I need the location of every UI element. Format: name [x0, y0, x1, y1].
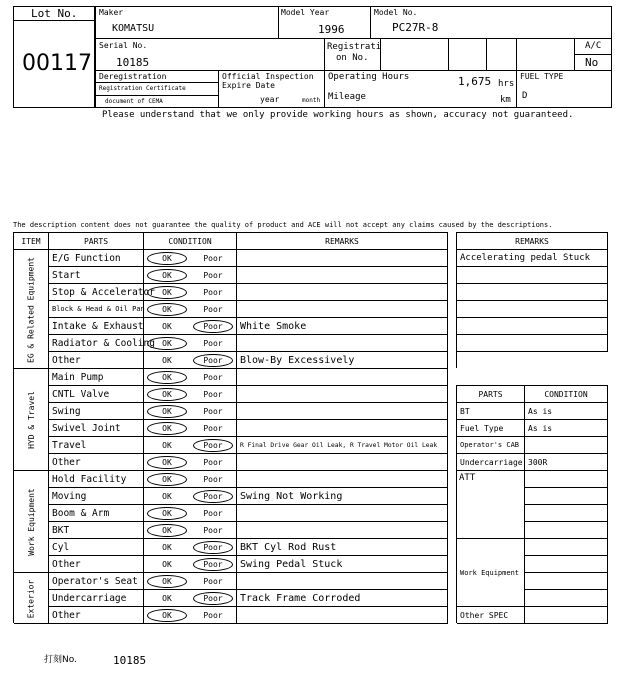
poor-label: Poor: [203, 304, 223, 314]
ok-label: OK: [162, 508, 172, 518]
side-col-condition: CONDITION: [525, 386, 608, 403]
part-name: Hold Facility: [49, 471, 144, 488]
side-part-other-spec: Other SPEC: [457, 607, 525, 624]
poor-label: Poor: [203, 525, 223, 535]
remark: [237, 420, 448, 437]
condition-ok: [144, 301, 190, 318]
col-header-parts: PARTS: [49, 233, 144, 250]
month-label: month: [302, 97, 321, 104]
side-part-operator-cab: Operator's CAB: [457, 437, 525, 454]
att-cell: [525, 471, 608, 488]
registration-label-1: Registrati: [327, 42, 382, 52]
condition-ok: [144, 590, 190, 607]
ok-label: OK: [162, 389, 172, 399]
part-name: CNTL Valve: [49, 386, 144, 403]
condition-poor: [190, 437, 237, 454]
condition-ok: [144, 573, 190, 590]
remark: Track Frame Corroded: [237, 590, 448, 607]
side-remarks-header: REMARKS: [457, 233, 608, 250]
hrs-unit: hrs: [498, 79, 515, 89]
condition-poor: [190, 539, 237, 556]
part-name: E/G Function: [49, 250, 144, 267]
condition-poor: [190, 284, 237, 301]
remark: [237, 301, 448, 318]
ok-label: OK: [162, 457, 172, 467]
poor-label: Poor: [203, 253, 223, 263]
part-name: Moving: [49, 488, 144, 505]
poor-label: Poor: [203, 508, 223, 518]
col-header-remarks: REMARKS: [237, 233, 448, 250]
remark: [237, 505, 448, 522]
side-part-fuel-type: Fuel Type: [457, 420, 525, 437]
part-name: Swivel Joint: [49, 420, 144, 437]
condition-poor: [190, 471, 237, 488]
remark: [237, 573, 448, 590]
poor-label: Poor: [203, 338, 223, 348]
ac-value: No: [585, 56, 599, 69]
remark: Blow-By Excessively: [237, 352, 448, 369]
remark: Swing Not Working: [237, 488, 448, 505]
part-name: Intake & Exhaust: [49, 318, 144, 335]
remark: Swing Pedal Stuck: [237, 556, 448, 573]
side-part-undercarriage: Undercarriage: [457, 454, 525, 471]
att-cell: [525, 505, 608, 522]
side-parts-table: [456, 385, 608, 623]
ok-label: OK: [162, 338, 172, 348]
col-header-item: ITEM: [14, 233, 49, 250]
remark: [237, 267, 448, 284]
condition-ok: [144, 250, 190, 267]
condition-poor: [190, 386, 237, 403]
condition-poor: [190, 488, 237, 505]
remark: [237, 403, 448, 420]
poor-label: Poor: [203, 372, 223, 382]
condition-poor: [190, 522, 237, 539]
work-equipment-label: Work Equipment: [460, 568, 520, 577]
condition-poor: [190, 250, 237, 267]
serial-value: 10185: [116, 56, 150, 69]
ok-label: OK: [162, 287, 172, 297]
side-remark-row: Accelerating pedal Stuck: [457, 250, 608, 267]
condition-poor: [190, 369, 237, 386]
condition-poor: [190, 403, 237, 420]
poor-label: Poor: [203, 406, 223, 416]
part-name: Stop & Accelerator: [49, 284, 144, 301]
condition-ok: [144, 437, 190, 454]
ok-label: OK: [162, 440, 172, 450]
ok-label: OK: [162, 610, 172, 620]
deregistration-label: Deregistration: [99, 72, 167, 81]
remark: [237, 607, 448, 624]
side-remark-row: [457, 301, 608, 318]
part-name: Other: [49, 352, 144, 369]
serial-label: Serial No.: [99, 41, 148, 50]
condition-ok: [144, 318, 190, 335]
condition-ok: [144, 403, 190, 420]
side-remark-row: [457, 318, 608, 335]
condition-ok: [144, 267, 190, 284]
side-col-parts: PARTS: [457, 386, 525, 403]
remark: White Smoke: [237, 318, 448, 335]
ok-label: OK: [162, 542, 172, 552]
part-name: Other: [49, 454, 144, 471]
ok-label: OK: [162, 559, 172, 569]
maker-label: Maker: [99, 8, 124, 17]
official-inspection-label-2: Expire Date: [222, 81, 275, 90]
work-equipment-cell: [525, 573, 608, 590]
ok-label: OK: [162, 491, 172, 501]
part-name: Boom & Arm: [49, 505, 144, 522]
remark: [237, 471, 448, 488]
remark: [237, 522, 448, 539]
model-no-value: PC27R-8: [392, 21, 439, 34]
condition-poor: [190, 301, 237, 318]
km-unit: km: [500, 95, 511, 105]
poor-label: Poor: [203, 389, 223, 399]
side-remark-row: [457, 335, 608, 352]
side-condition-operator-cab: [525, 437, 608, 454]
fuel-type-value: D: [522, 91, 528, 101]
poor-label: Poor: [203, 440, 223, 450]
poor-label: Poor: [203, 491, 223, 501]
condition-ok: [144, 505, 190, 522]
side-remarks-table: [456, 232, 608, 368]
disclaimer: The description content does not guarantee the quality of product and ACE will not accept any claims caused by the descriptions.: [13, 221, 553, 229]
condition-ok: [144, 420, 190, 437]
hours-note: Please understand that we only provide working hours as shown, accuracy not guaranteed.: [102, 110, 574, 120]
model-no-label: Model No.: [374, 8, 418, 17]
lot-number: 00117: [22, 51, 92, 76]
official-inspection-label-1: Official Inspection: [222, 72, 314, 81]
condition-poor: [190, 573, 237, 590]
side-remark-row: [457, 267, 608, 284]
ok-label: OK: [162, 423, 172, 433]
group-label: Work Equipment: [26, 488, 36, 556]
ac-label: A/C: [585, 41, 602, 51]
condition-ok: [144, 386, 190, 403]
condition-poor: [190, 420, 237, 437]
remark: [237, 335, 448, 352]
ok-label: OK: [162, 321, 172, 331]
cema-label: document of CEMA: [105, 98, 163, 105]
registration-label-2: on No.: [336, 53, 369, 63]
ok-label: OK: [162, 406, 172, 416]
condition-poor: [190, 590, 237, 607]
ok-label: OK: [162, 525, 172, 535]
model-year-label: Model Year: [281, 8, 330, 17]
work-equipment-cell: [525, 556, 608, 573]
ok-label: OK: [162, 253, 172, 263]
part-name: Other: [49, 607, 144, 624]
condition-ok: [144, 284, 190, 301]
side-remark-row: [457, 284, 608, 301]
work-equipment-cell: [525, 539, 608, 556]
condition-ok: [144, 488, 190, 505]
condition-ok: [144, 369, 190, 386]
condition-poor: [190, 607, 237, 624]
remark: [237, 369, 448, 386]
att-label: ATT: [459, 473, 476, 483]
part-name: Operator's Seat: [49, 573, 144, 590]
condition-ok: [144, 471, 190, 488]
condition-table: [13, 232, 448, 623]
poor-label: Poor: [203, 457, 223, 467]
part-name: Cyl: [49, 539, 144, 556]
year-label: year: [260, 95, 280, 104]
poor-label: Poor: [203, 321, 223, 331]
condition-poor: [190, 335, 237, 352]
group-label-cell: [14, 369, 49, 471]
condition-poor: [190, 267, 237, 284]
ok-label: OK: [162, 304, 172, 314]
registration-certificate-label: Registration Certificate: [99, 85, 186, 92]
side-part-att: [457, 471, 525, 539]
ok-label: OK: [162, 593, 172, 603]
att-cell: [525, 522, 608, 539]
ok-label: OK: [162, 270, 172, 280]
side-condition-bt: As is: [525, 403, 608, 420]
part-name: Main Pump: [49, 369, 144, 386]
condition-ok: [144, 522, 190, 539]
condition-poor: [190, 318, 237, 335]
model-year-value: 1996: [318, 23, 345, 36]
part-name: BKT: [49, 522, 144, 539]
group-label: Exterior: [26, 579, 36, 618]
maker-value: KOMATSU: [112, 23, 155, 34]
poor-label: Poor: [203, 270, 223, 280]
part-name: Radiator & Cooling: [49, 335, 144, 352]
part-name: Other: [49, 556, 144, 573]
ok-label: OK: [162, 372, 172, 382]
part-name: Undercarriage: [49, 590, 144, 607]
att-cell: [525, 488, 608, 505]
remark: [237, 454, 448, 471]
condition-poor: [190, 454, 237, 471]
condition-ok: [144, 335, 190, 352]
poor-label: Poor: [203, 474, 223, 484]
condition-poor: [190, 556, 237, 573]
poor-label: Poor: [203, 423, 223, 433]
poor-label: Poor: [203, 542, 223, 552]
condition-poor: [190, 352, 237, 369]
part-name: Block & Head & Oil Pan: [49, 301, 144, 318]
part-name: Swing: [49, 403, 144, 420]
fuel-type-label: FUEL TYPE: [520, 72, 564, 81]
side-part-work-equipment: [457, 539, 525, 607]
ok-label: OK: [162, 576, 172, 586]
condition-ok: [144, 607, 190, 624]
side-condition-fuel-type: As is: [525, 420, 608, 437]
work-equipment-cell: [525, 590, 608, 607]
ok-label: OK: [162, 474, 172, 484]
poor-label: Poor: [203, 593, 223, 603]
group-label-cell: [14, 250, 49, 369]
col-header-condition: CONDITION: [144, 233, 237, 250]
part-name: Start: [49, 267, 144, 284]
poor-label: Poor: [203, 576, 223, 586]
remark: [237, 250, 448, 267]
side-part-bt: BT: [457, 403, 525, 420]
condition-ok: [144, 454, 190, 471]
condition-poor: [190, 505, 237, 522]
stamp-value: 10185: [113, 654, 147, 667]
group-label: HYD & Travel: [26, 391, 36, 449]
poor-label: Poor: [203, 287, 223, 297]
poor-label: Poor: [203, 355, 223, 365]
group-label-cell: [14, 573, 49, 624]
lot-label: Lot No.: [31, 7, 78, 20]
operating-hours-value: 1,675: [458, 75, 492, 88]
remark: [237, 284, 448, 301]
remark: BKT Cyl Rod Rust: [237, 539, 448, 556]
side-condition-undercarriage: 300R: [525, 454, 608, 471]
stamp-label: 打刻No.: [44, 655, 77, 665]
group-label-cell: [14, 471, 49, 573]
remark: [237, 386, 448, 403]
mileage-label: Mileage: [328, 92, 366, 102]
condition-ok: [144, 352, 190, 369]
poor-label: Poor: [203, 559, 223, 569]
condition-ok: [144, 539, 190, 556]
group-label: EG & Related Equipment: [26, 256, 36, 363]
operating-hours-label: Operating Hours: [328, 72, 410, 82]
part-name: Travel: [49, 437, 144, 454]
other-spec-cell: [525, 607, 608, 624]
remark: R Final Drive Gear Oil Leak, R Travel Motor Oil Leak: [237, 437, 448, 454]
condition-ok: [144, 556, 190, 573]
ok-label: OK: [162, 355, 172, 365]
poor-label: Poor: [203, 610, 223, 620]
